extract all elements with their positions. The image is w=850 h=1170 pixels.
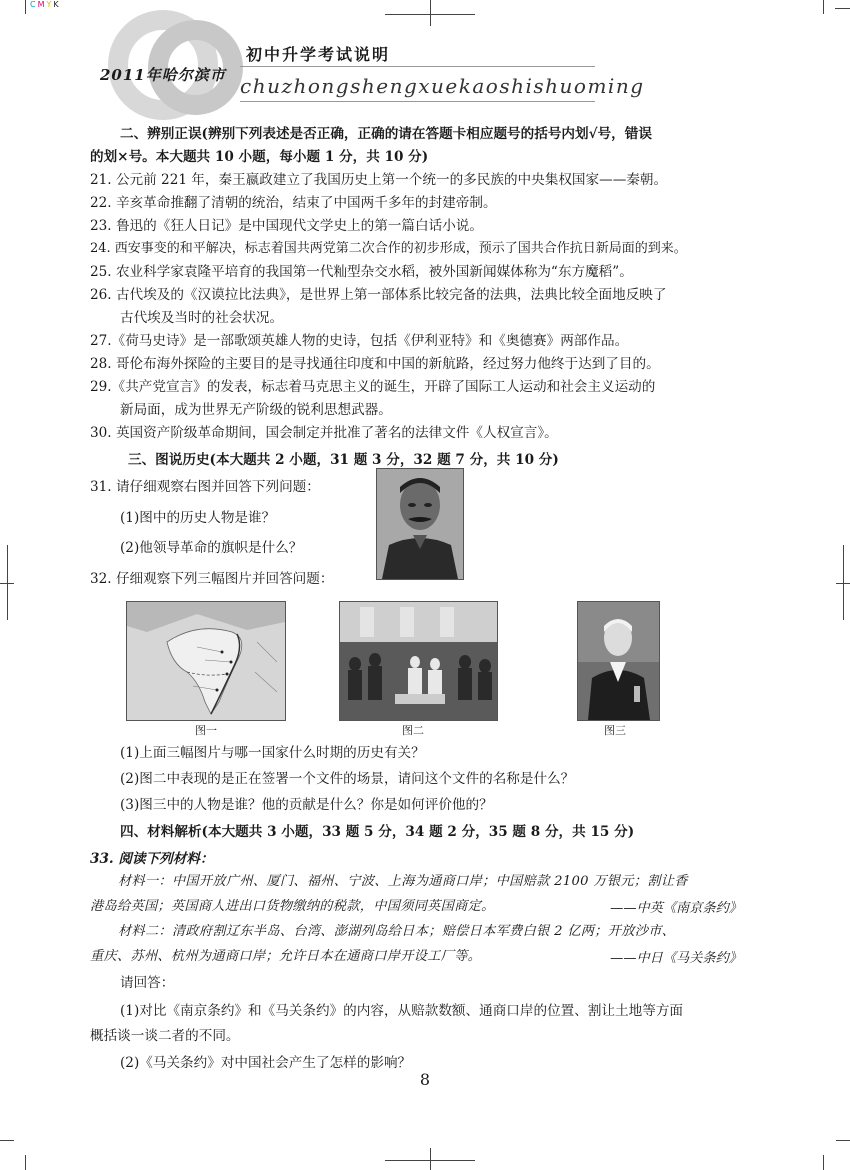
figure-3-caption: 图三 — [604, 724, 626, 737]
question-item: 21. 公元前 221 年，秦王嬴政建立了我国历史上第一个统一的多民族的中央集权国家——秦朝。 — [90, 172, 668, 188]
crop-mark — [430, 0, 431, 26]
question-item: 25. 农业科学家袁隆平培育的我国第一代籼型杂交水稻，被外国新闻媒体称为“东方魔稻”。 — [90, 264, 633, 280]
material-1-cont: 港岛给英国；英国商人进出口货物缴纳的税款，中国须同英国商定。 — [90, 899, 495, 914]
material-2-cont: 重庆、苏州、杭州为通商口岸；允许日本在通商口岸开设工厂等。 — [90, 949, 482, 964]
section-heading-cont: 的划×号。本大题共 10 小题，每小题 1 分，共 10 分) — [90, 149, 429, 165]
crop-mark — [823, 1155, 824, 1170]
figure-1-caption: 图一 — [195, 724, 217, 737]
header-year-city: 2011年哈尔滨市 — [100, 66, 226, 84]
header-rule — [240, 66, 595, 67]
crop-mark — [25, 0, 26, 14]
question-item: 26. 古代埃及的《汉谟拉比法典》，是世界上第一部体系比较完备的法典，法典比较全面地反映了 — [90, 287, 667, 303]
question-item-cont: 新局面，成为世界无产阶级的锐利思想武器。 — [120, 402, 392, 418]
question-32-3: (3)图三中的人物是谁？他的贡献是什么？你是如何评价他的？ — [120, 797, 493, 813]
figure-1-map — [126, 601, 286, 721]
page-number: 8 — [419, 1070, 431, 1089]
question-33-1: (1)对比《南京条约》和《马关条约》的内容，从赔款数额、通商口岸的位置、割让土地等方面 — [120, 1003, 684, 1019]
crop-mark — [25, 1155, 26, 1170]
crop-mark — [843, 545, 844, 620]
question-item: 27.《荷马史诗》是一部歌颂英雄人物的史诗，包括《伊利亚特》和《奥德赛》两部作品。 — [90, 333, 629, 349]
question-32-1: (1)上面三幅图片与哪一国家什么时期的历史有关？ — [120, 745, 425, 761]
material-2-source: ——中日《马关条约》 — [610, 951, 742, 966]
crop-mark — [823, 0, 824, 14]
question-item: 24. 西安事变的和平解决，标志着国共两党第二次合作的初步形成，预示了国共合作抗日新局面的到来。 — [90, 241, 687, 256]
section-heading: 二、辨别正误(辨别下列表述是否正确，正确的请在答题卡相应题号的括号内划√号，错误 — [120, 126, 652, 142]
question-item: 22. 辛亥革命推翻了清朝的统治，结束了中国两千多年的封建帝制。 — [90, 195, 497, 211]
figure-2-painting — [339, 601, 498, 721]
question-31: 31. 请仔细观察右图并回答下列问题： — [90, 479, 320, 495]
header-pinyin: chuzhongshengxuekaoshishuoming — [240, 74, 645, 98]
cmyk-color-bar: CMYK — [30, 0, 61, 9]
question-32-2: (2)图二中表现的是正在签署一个文件的场景，请问这个文件的名称是什么？ — [120, 771, 575, 787]
crop-mark — [7, 545, 8, 620]
header-title: 初中升学考试说明 — [246, 45, 391, 64]
figure-3-portrait — [577, 601, 660, 721]
question-item: 30. 英国资产阶级革命期间，国会制定并批准了著名的法律文件《人权宣言》。 — [90, 425, 558, 441]
material-1-source: ——中英《南京条约》 — [610, 901, 742, 916]
material-2: 材料二：清政府割辽东半岛、台湾、澎湖列岛给日本；赔偿日本军费白银 2 亿两；开放沙市、 — [118, 924, 676, 939]
question-33-2: (2)《马关条约》对中国社会产生了怎样的影响？ — [120, 1055, 412, 1071]
question-item-cont: 古代埃及当时的社会状况。 — [120, 310, 284, 326]
crop-mark — [836, 1140, 850, 1141]
portrait-photo — [376, 468, 464, 580]
crop-mark — [430, 1148, 431, 1170]
question-32: 32. 仔细观察下列三幅图片并回答问题： — [90, 571, 334, 587]
section-heading: 四、材料解析(本大题共 3 小题，33 题 5 分，34 题 2 分，35 题 8 分，共 15 分) — [120, 824, 635, 840]
question-31-2: (2)他领导革命的旗帜是什么？ — [120, 540, 303, 556]
question-33: 33. 阅读下列材料： — [90, 851, 214, 867]
question-item: 23. 鲁迅的《狂人日记》是中国现代文学史上的第一篇白话小说。 — [90, 218, 483, 234]
material-1: 材料一：中国开放广州、厦门、福州、宁波、上海为通商口岸；中国赔款 2100 万银元；割让香 — [118, 874, 688, 889]
header-rule — [240, 101, 595, 102]
crop-mark — [0, 1140, 14, 1141]
question-item: 29.《共产党宣言》的发表，标志着马克思主义的诞生，开辟了国际工人运动和社会主义运动的 — [90, 379, 656, 395]
question-item: 28. 哥伦布海外探险的主要目的是寻找通往印度和中国的新航路，经过努力他终于达到了目的。 — [90, 356, 660, 372]
crop-mark — [835, 8, 850, 9]
question-33-1-cont: 概括谈一谈二者的不同。 — [90, 1028, 240, 1044]
figure-2-caption: 图二 — [402, 724, 424, 737]
question-31-1: (1)图中的历史人物是谁？ — [120, 510, 276, 526]
answer-prompt: 请回答： — [120, 975, 175, 991]
section-heading: 三、图说历史(本大题共 2 小题，31 题 3 分，32 题 7 分，共 10 分) — [128, 452, 559, 468]
